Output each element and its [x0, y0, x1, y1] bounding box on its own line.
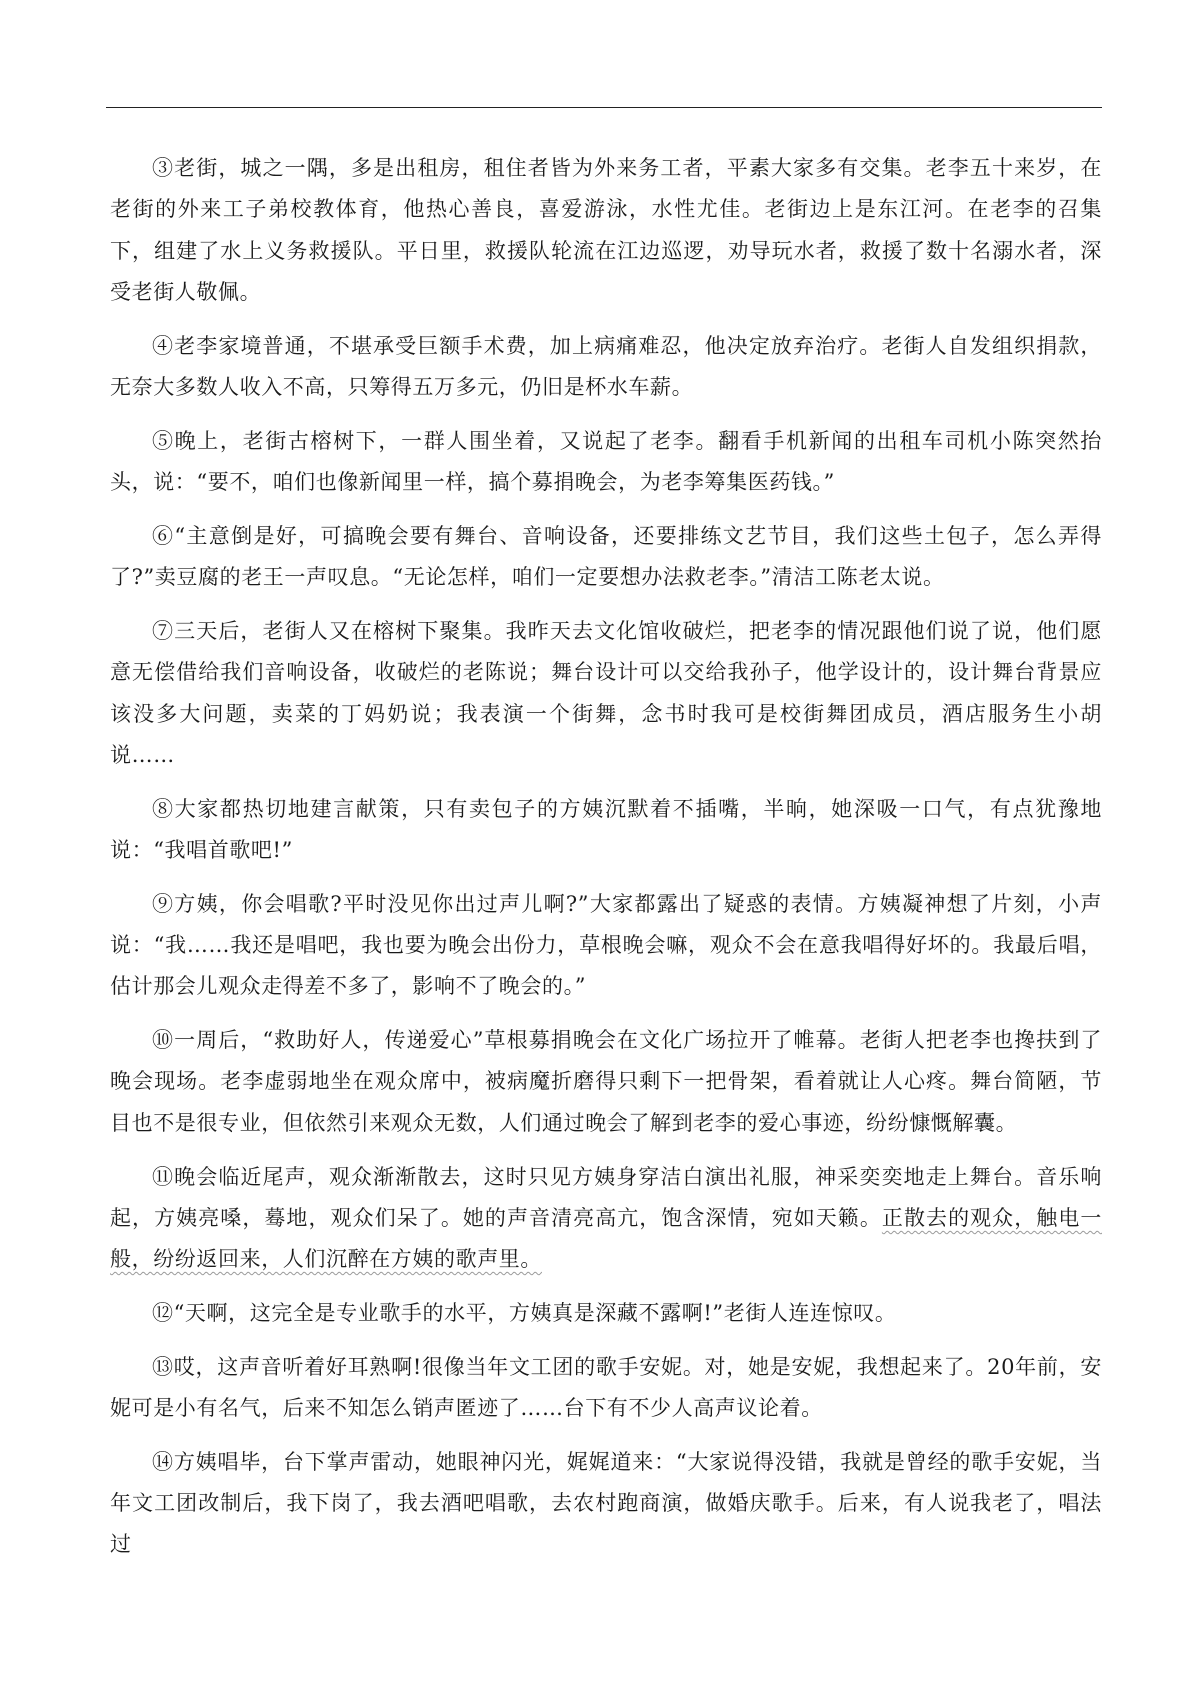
- paragraph-11-underlined-sentence: 正散去的观众，触电一般，纷纷返回来，人们沉醉在方姨的歌声里。: [110, 1205, 1102, 1272]
- paragraph-13: ⑬哎，这声音听着好耳熟啊!很像当年文工团的歌手安妮。对，她是安妮，我想起来了。20年前，安妮可是小有名气，后来不知怎么销声匿迹了……台下有不少人高声议论着。: [110, 1354, 1102, 1421]
- paragraph-14: ⑭方姨唱毕，台下掌声雷动，她眼神闪光，娓娓道来：“大家说得没错，我就是曾经的歌手安妮，当年文工团改制后，我下岗了，我去酒吧唱歌，去农村跑商演，做婚庆歌手。后来，有人说我老了，唱法过: [110, 1449, 1102, 1557]
- paragraph-9: ⑨方姨，你会唱歌?平时没见你出过声儿啊?”大家都露出了疑惑的表情。方姨凝神想了片刻，小声说：“我……我还是唱吧，我也要为晚会出份力，草根晚会嘛，观众不会在意我唱得好坏的。我最后唱，估计那会儿观众走得差不多了，影响不了晚会的。”: [110, 891, 1102, 999]
- paragraph-8: ⑧大家都热切地建言献策，只有卖包子的方姨沉默着不插嘴，半晌，她深吸一口气，有点犹豫地说：“我唱首歌吧!”: [110, 796, 1102, 862]
- paragraph-3: ③老街，城之一隅，多是出租房，租住者皆为外来务工者，平素大家多有交集。老李五十来岁，在老街的外来工子弟校教体育，他热心善良，喜爱游泳，水性尤佳。老街边上是东江河。在老李的召集下，组建了水上义务救援队。平日里，救援队轮流在江边巡逻，劝导玩水者，救援了数十名溺水者，深受老街人敬佩。: [110, 156, 1102, 304]
- paragraph-11: [110, 1157, 1102, 1281]
- paragraph-6: ⑥“主意倒是好，可搞晚会要有舞台、音响设备，还要排练文艺节目，我们这些土包子，怎么弄得了?”卖豆腐的老王一声叹息。“无论怎样，咱们一定要想办法救老李。”清洁工陈老太说。: [110, 523, 1102, 590]
- paragraph-7: ⑦三天后，老街人又在榕树下聚集。我昨天去文化馆收破烂，把老李的情况跟他们说了说，他们愿意无偿借给我们音响设备，收破烂的老陈说；舞台设计可以交给我孙子，他学设计的，设计舞台背景应该没多大问题，卖菜的丁妈奶说；我表演一个街舞，念书时我可是校街舞团成员，酒店服务生小胡说……: [110, 618, 1102, 767]
- paragraph-12: ⑫“天啊，这完全是专业歌手的水平，方姨真是深藏不露啊!”老街人连连惊叹。: [152, 1300, 897, 1325]
- paragraph-4: ④老李家境普通，不堪承受巨额手术费，加上病痛难忍，他决定放弃治疗。老街人自发组织捐款，无奈大多数人收入不高，只筹得五万多元，仍旧是杯水车薪。: [110, 333, 1102, 399]
- paragraph-5: ⑤晚上，老街古榕树下，一群人围坐着，又说起了老李。翻看手机新闻的出租车司机小陈突然抬头，说：“要不，咱们也像新闻里一样，搞个募捐晚会，为老李筹集医药钱。”: [110, 428, 1102, 495]
- header-rule: [106, 107, 1102, 108]
- paragraph-11-text: ⑪晚会临近尾声，观众渐渐散去，这时只见方姨身穿洁白演出礼服，神采奕奕地走上舞台。音乐响起，方姨亮嗓，蓦地，观众们呆了。她的声音清亮高亢，饱含深情，宛如天籁。: [110, 1164, 1102, 1230]
- article-body: [110, 148, 1102, 1578]
- paragraph-10: ⑩一周后，“救助好人，传递爱心”草根募捐晚会在文化广场拉开了帷幕。老街人把老李也搀扶到了晚会现场。老李虚弱地坐在观众席中，被病魔折磨得只剩下一把骨架，看着就让人心疼。舞台简陋，节目也不是很专业，但依然引来观众无数，人们通过晚会了解到老李的爱心事迹，纷纷慷慨解囊。: [110, 1028, 1102, 1135]
